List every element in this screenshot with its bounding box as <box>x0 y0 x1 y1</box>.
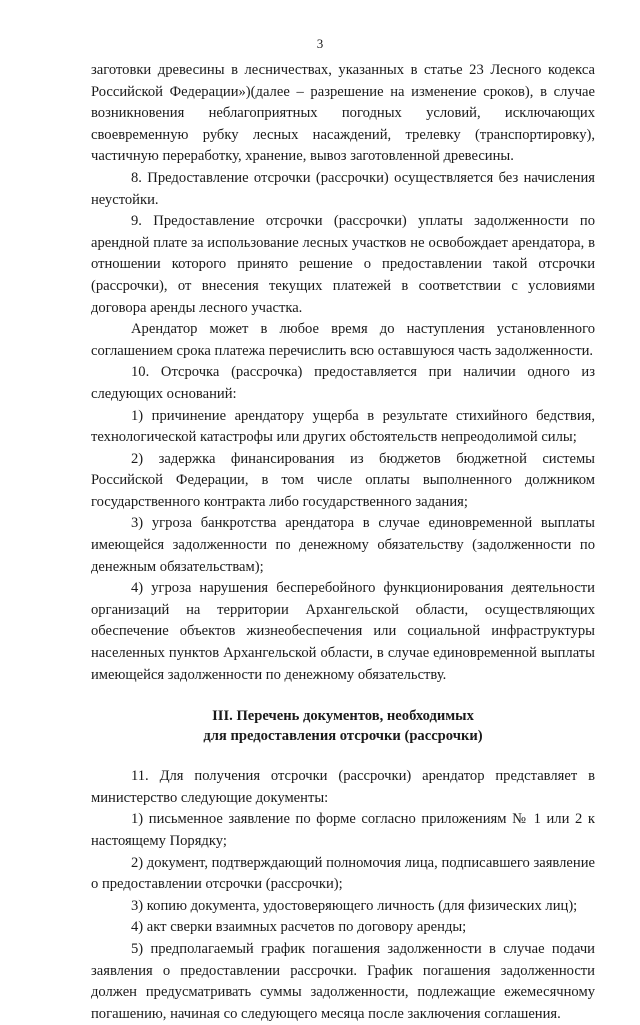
section-heading <box>91 706 595 746</box>
document-body <box>91 60 595 1025</box>
heading-line-1: III. Перечень документов, необходимых <box>212 708 474 725</box>
heading-line-2: для предоставления отсрочки (рассрочки) <box>203 728 483 745</box>
page-number: 3 <box>316 36 324 51</box>
section-top <box>91 60 595 686</box>
paragraph: 8. Предоставление отсрочки (рассрочки) осуществляется без начисления неустойки. <box>91 169 595 208</box>
paragraph: 4) угроза нарушения бесперебойного функционирования деятельности организаций на территории Архангельской области, осуществляющих обеспечение объектов жизнеобеспечения или социальной инфраструктуры населенных пунктов Архангельской области, в случае единовременной выплаты имеющейся задолженности по денежному обязательству. <box>91 580 595 683</box>
paragraph: 3) копию документа, удостоверяющего личность (для физических лиц); <box>131 897 578 914</box>
paragraph: 9. Предоставление отсрочки (рассрочки) уплаты задолженности по арендной плате за использование лесных участков не освобождает арендатора, в отношении которого принято решение о предоставлении такой отсрочки (рассрочки), от внесения текущих платежей в соответствии с условиями договора аренды лесного участка. <box>91 213 595 316</box>
paragraph: 4) акт сверки взаимных расчетов по договору аренды; <box>131 919 467 936</box>
paragraph: 10. Отсрочка (рассрочка) предоставляется при наличии одного из следующих оснований: <box>91 364 595 402</box>
paragraph: 11. Для получения отсрочки (рассрочки) арендатор представляет в министерство следующие документы: <box>91 768 595 806</box>
paragraph: 2) документ, подтверждающий полномочия лица, подписавшего заявление о предоставлении отсрочки (рассрочки); <box>91 854 595 893</box>
paragraph: 1) причинение арендатору ущерба в результате стихийного бедствия, технологической катастрофы или других обстоятельств непреодолимой силы; <box>91 407 595 446</box>
paragraph: Арендатор может в любое время до наступления установленного соглашением срока платежа перечислить всю оставшуюся часть задолженности. <box>91 321 595 359</box>
section-bottom <box>91 766 595 1025</box>
paragraph: 5) предполагаемый график погашения задолженности в случае подачи заявления о предоставлении рассрочки. График погашения задолженности должен предусматривать суммы задолженности, подлежащие ежемесячному погашению, начиная со следующего месяца после заключения соглашения. <box>91 940 595 1022</box>
paragraph: 1) письменное заявление по форме согласно приложениям № 1 или 2 к настоящему Порядку; <box>91 811 595 849</box>
paragraph: 2) задержка финансирования из бюджетов бюджетной системы Российской Федерации, в том числе оплаты выполненного должником государственного контракта либо государственного задания; <box>91 450 595 510</box>
paragraph: заготовки древесины в лесничествах, указанных в статье 23 Лесного кодекса Российской Федерации»)(далее – разрешение на изменение сроков), в случае возникновения неблагоприятных погодных условий, исключающих своевременную рубку лесных насаждений, трелевку (транспортировку), частичную переработку, хранение, вывоз заготовленной древесины. <box>91 62 595 165</box>
paragraph: 3) угроза банкротства арендатора в случае единовременной выплаты имеющейся задолженности по денежному обязательству (задолженности по денежным обязательствам); <box>91 515 595 575</box>
